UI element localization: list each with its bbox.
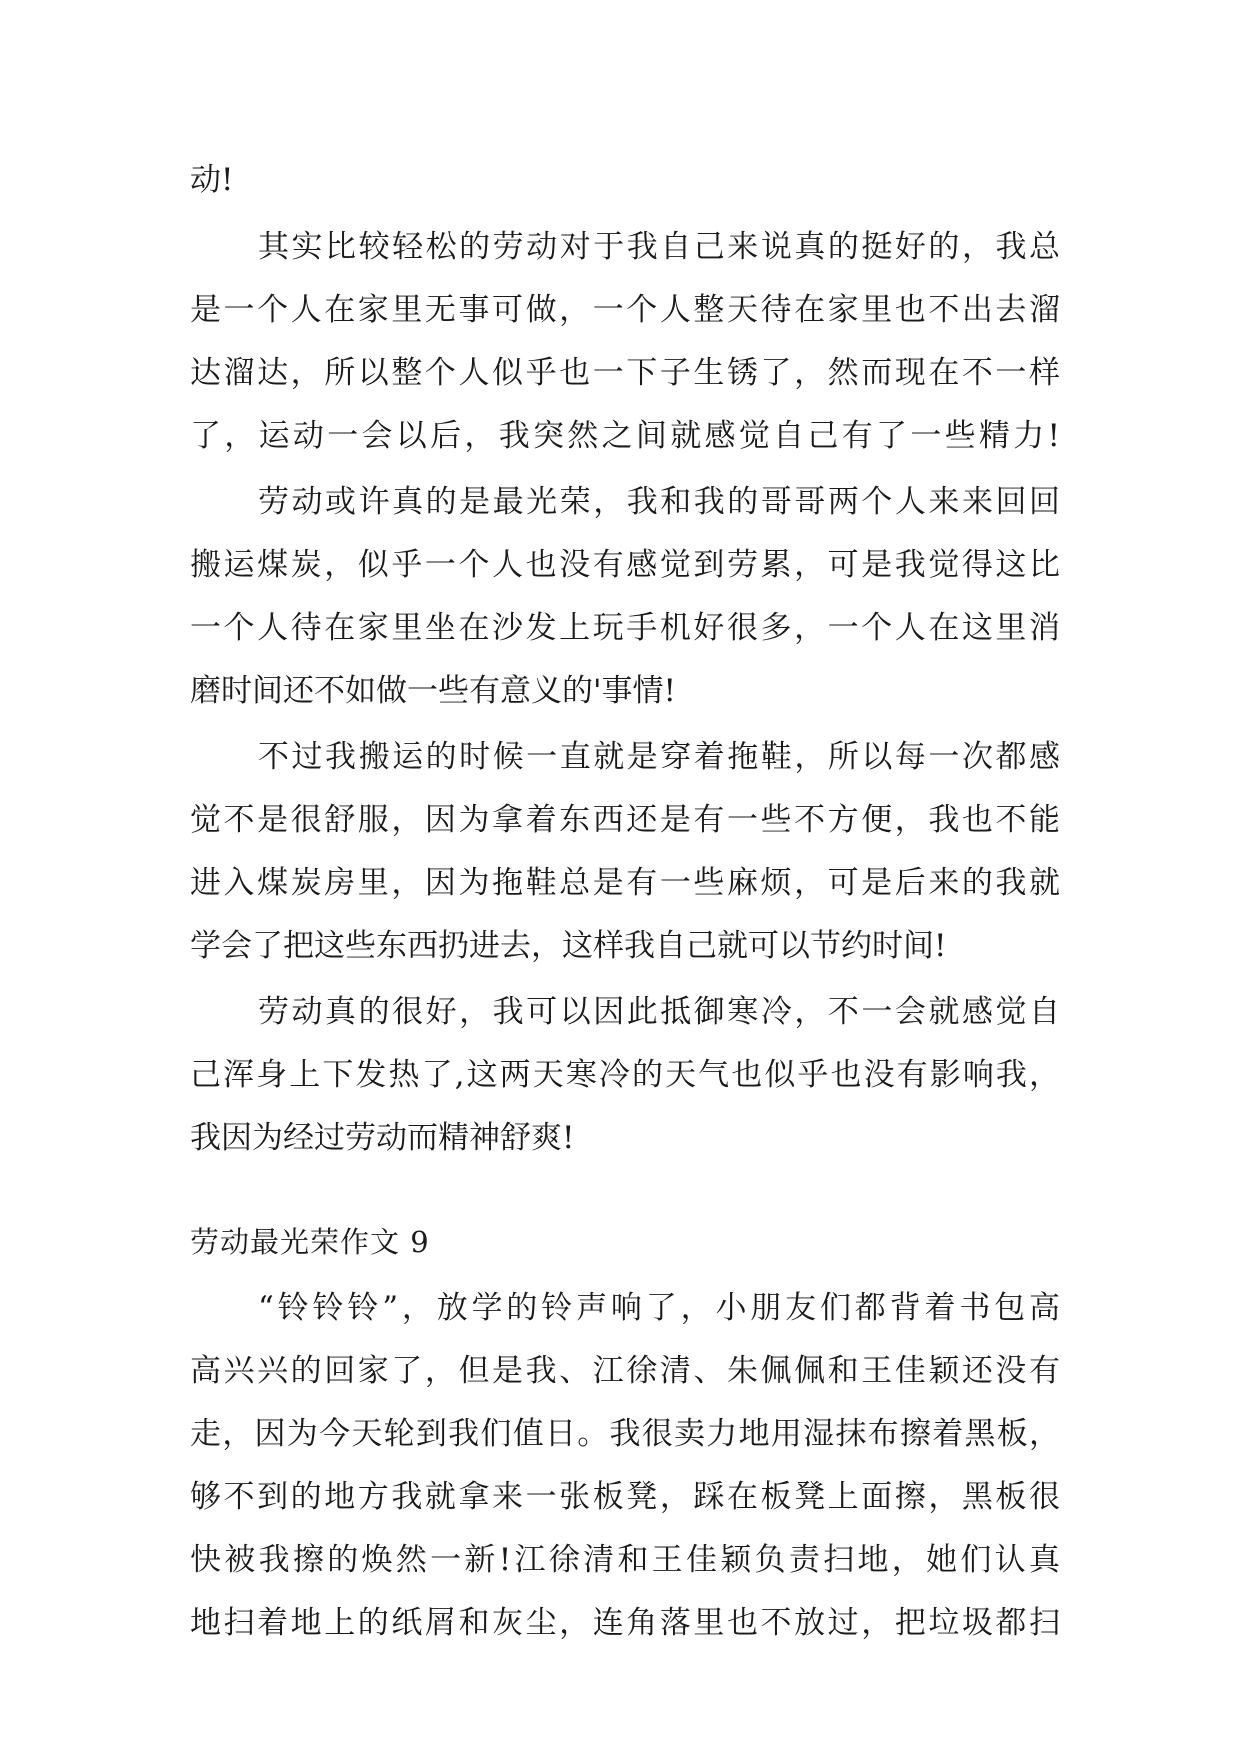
text-line: 是一个人在家里无事可做，一个人整天待在家里也不出去溜 bbox=[190, 292, 1060, 328]
text-line: 够不到的地方我就拿来一张板凳，踩在板凳上面擦，黑板很 bbox=[190, 1479, 1060, 1515]
paragraph-first-line: “铃铃铃”，放学的铃声响了，小朋友们都背着书包高 bbox=[258, 1290, 1060, 1326]
text-line: 我因为经过劳动而精神舒爽! bbox=[190, 1120, 575, 1156]
text-line: 了，运动一会以后，我突然之间就感觉自己有了一些精力! bbox=[190, 418, 1060, 454]
text-line: 地扫着地上的纸屑和灰尘，连角落里也不放过，把垃圾都扫 bbox=[190, 1605, 1060, 1641]
text-line: 快被我擦的焕然一新!江徐清和王佳颖负责扫地，她们认真 bbox=[190, 1542, 1060, 1578]
text-line: 己浑身上下发热了,这两天寒冷的天气也似乎也没有影响我， bbox=[190, 1057, 1060, 1093]
paragraph-first-line: 不过我搬运的时候一直就是穿着拖鞋，所以每一次都感 bbox=[258, 739, 1060, 775]
text-line: 高兴兴的回家了，但是我、江徐清、朱佩佩和王佳颖还没有 bbox=[190, 1353, 1060, 1389]
paragraph-first-line: 其实比较轻松的劳动对于我自己来说真的挺好的，我总 bbox=[258, 229, 1060, 265]
text-line: 搬运煤炭，似乎一个人也没有感觉到劳累，可是我觉得这比 bbox=[190, 547, 1060, 583]
text-line: 磨时间还不如做一些有意义的'事情! bbox=[190, 673, 676, 709]
text-line: 一个人待在家里坐在沙发上玩手机好很多，一个人在这里消 bbox=[190, 610, 1060, 646]
paragraph-first-line: 劳动真的很好，我可以因此抵御寒冷，不一会就感觉自 bbox=[258, 994, 1060, 1030]
text-line: 进入煤炭房里，因为拖鞋总是有一些麻烦，可是后来的我就 bbox=[190, 865, 1060, 901]
paragraph-first-line: 劳动或许真的是最光荣，我和我的哥哥两个人来来回回 bbox=[258, 484, 1060, 520]
text-line: 觉不是很舒服，因为拿着东西还是有一些不方便，我也不能 bbox=[190, 802, 1060, 838]
section-heading: 劳动最光荣作文 9 bbox=[190, 1225, 430, 1259]
text-line: 动! bbox=[190, 162, 234, 198]
text-line: 走，因为今天轮到我们值日。我很卖力地用湿抹布擦着黑板， bbox=[190, 1416, 1060, 1452]
text-line: 达溜达，所以整个人似乎也一下子生锈了，然而现在不一样 bbox=[190, 355, 1060, 391]
text-line: 学会了把这些东西扔进去，这样我自己就可以节约时间! bbox=[190, 928, 947, 964]
